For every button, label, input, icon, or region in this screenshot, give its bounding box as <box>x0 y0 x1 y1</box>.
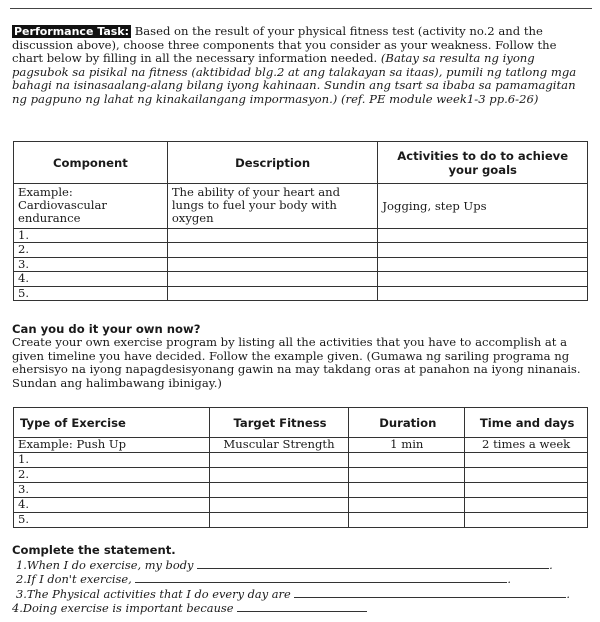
header-duration: Duration <box>349 408 465 438</box>
table-cell[interactable] <box>349 498 465 513</box>
section3-heading: Complete the statement. <box>12 543 176 557</box>
example-time: 2 times a week <box>465 438 588 453</box>
statement-text: 4.Doing exercise is important because <box>12 601 234 615</box>
example-component: Example: Cardiovascular endurance <box>14 184 168 229</box>
row-number: 3. <box>14 257 168 271</box>
table-cell[interactable] <box>167 272 378 286</box>
statement-3: 3.The Physical activities that I do every day are . <box>16 587 570 601</box>
table-cell[interactable] <box>209 513 349 528</box>
table-cell[interactable] <box>167 257 378 271</box>
exercise-program-table <box>13 407 588 528</box>
table-cell[interactable] <box>349 453 465 468</box>
top-rule <box>10 8 592 9</box>
statement-text: 1.When I do exercise, my body <box>16 558 194 572</box>
table-cell[interactable] <box>349 468 465 483</box>
table-cell[interactable] <box>378 243 588 257</box>
table-cell[interactable] <box>349 483 465 498</box>
header-target: Target Fitness <box>209 408 349 438</box>
table-cell[interactable] <box>209 453 349 468</box>
answer-blank[interactable] <box>237 601 367 612</box>
answer-blank[interactable] <box>294 587 566 598</box>
table-cell[interactable] <box>167 229 378 243</box>
table-row[interactable] <box>14 243 588 257</box>
header-activities: Activities to do to achieve your goals <box>378 142 588 184</box>
intro-reference: (ref. PE module week1-3 pp.6-26) <box>341 91 539 106</box>
statement-2: 2.If I don't exercise, . <box>16 572 511 586</box>
table-cell[interactable] <box>378 229 588 243</box>
table-cell[interactable] <box>465 498 588 513</box>
table-cell[interactable] <box>465 483 588 498</box>
answer-blank[interactable] <box>197 558 549 569</box>
row-number: 1. <box>14 229 168 243</box>
header-component: Component <box>14 142 168 184</box>
table-row[interactable] <box>14 498 588 513</box>
statement-1: 1.When I do exercise, my body . <box>16 558 553 572</box>
row-number: 2. <box>14 468 210 483</box>
table-header-row <box>14 142 588 184</box>
intro-filipino: (Batay sa resulta ng iyong pagsubok sa pisikal na fitness (aktibidad blg.2 at ang talakayan sa itaas), pumili ng tatlong mga bahagi na isinasaalang-alang bilang iyong kahinaan. Sundin ang tsart sa ibaba sa pamamagitan ng pagpuno ng lahat ng kinakailangang impormasyon.) <box>12 51 577 106</box>
intro-english: Based on the result of your physical fitness test (activity no.2 and the discussion above), choose three components that you consider as your weakness. Follow the chart below by filling in all the necessary information needed. <box>12 24 557 66</box>
row-number: 2. <box>14 243 168 257</box>
row-number: 4. <box>14 498 210 513</box>
row-number: 3. <box>14 483 210 498</box>
table-cell[interactable] <box>349 513 465 528</box>
table-cell[interactable] <box>209 483 349 498</box>
table-row[interactable] <box>14 229 588 243</box>
table-cell[interactable] <box>209 468 349 483</box>
task-label: Performance Task: <box>14 25 130 38</box>
answer-blank[interactable] <box>135 572 507 583</box>
table-cell[interactable] <box>378 272 588 286</box>
intro-paragraph <box>12 25 584 107</box>
statement-text: 2.If I don't exercise, <box>16 572 132 586</box>
header-type: Type of Exercise <box>14 408 210 438</box>
example-row <box>14 438 588 453</box>
example-type: Example: Push Up <box>14 438 210 453</box>
table-cell[interactable] <box>378 286 588 300</box>
row-number: 4. <box>14 272 168 286</box>
table-row[interactable] <box>14 257 588 271</box>
table-cell[interactable] <box>465 513 588 528</box>
table-row[interactable] <box>14 468 588 483</box>
example-activities: Jogging, step Ups <box>378 184 588 229</box>
table-cell[interactable] <box>378 257 588 271</box>
statement-4 <box>12 601 367 615</box>
example-row <box>14 184 588 229</box>
section2-heading: Can you do it your own now? <box>12 322 201 336</box>
table-cell[interactable] <box>209 498 349 513</box>
table-row[interactable] <box>14 483 588 498</box>
table-row[interactable] <box>14 272 588 286</box>
row-number: 5. <box>14 286 168 300</box>
example-target: Muscular Strength <box>209 438 349 453</box>
table-cell[interactable] <box>167 286 378 300</box>
row-number: 5. <box>14 513 210 528</box>
table-cell[interactable] <box>465 453 588 468</box>
row-number: 1. <box>14 453 210 468</box>
statement-text: 3.The Physical activities that I do every day are <box>16 587 291 601</box>
table-cell[interactable] <box>167 243 378 257</box>
table-cell[interactable] <box>465 468 588 483</box>
table-row[interactable] <box>14 453 588 468</box>
table-row[interactable] <box>14 513 588 528</box>
header-description: Description <box>167 142 378 184</box>
section2-text: Create your own exercise program by listing all the activities that you have to accomplish at a given timeline you have decided. Follow the example given. (Gumawa ng sariling programa ng ehersisyo na iyong napagdesisyonang gawin na may takdang oras at panahon na iyong ninanais. Sundan ang halimbawang ibinigay.) <box>12 335 581 390</box>
weakness-chart <box>13 141 588 301</box>
example-description: The ability of your heart and lungs to fuel your body with oxygen <box>167 184 378 229</box>
example-duration: 1 min <box>349 438 465 453</box>
header-time: Time and days <box>465 408 588 438</box>
table-header-row <box>14 408 588 438</box>
table-row[interactable] <box>14 286 588 300</box>
